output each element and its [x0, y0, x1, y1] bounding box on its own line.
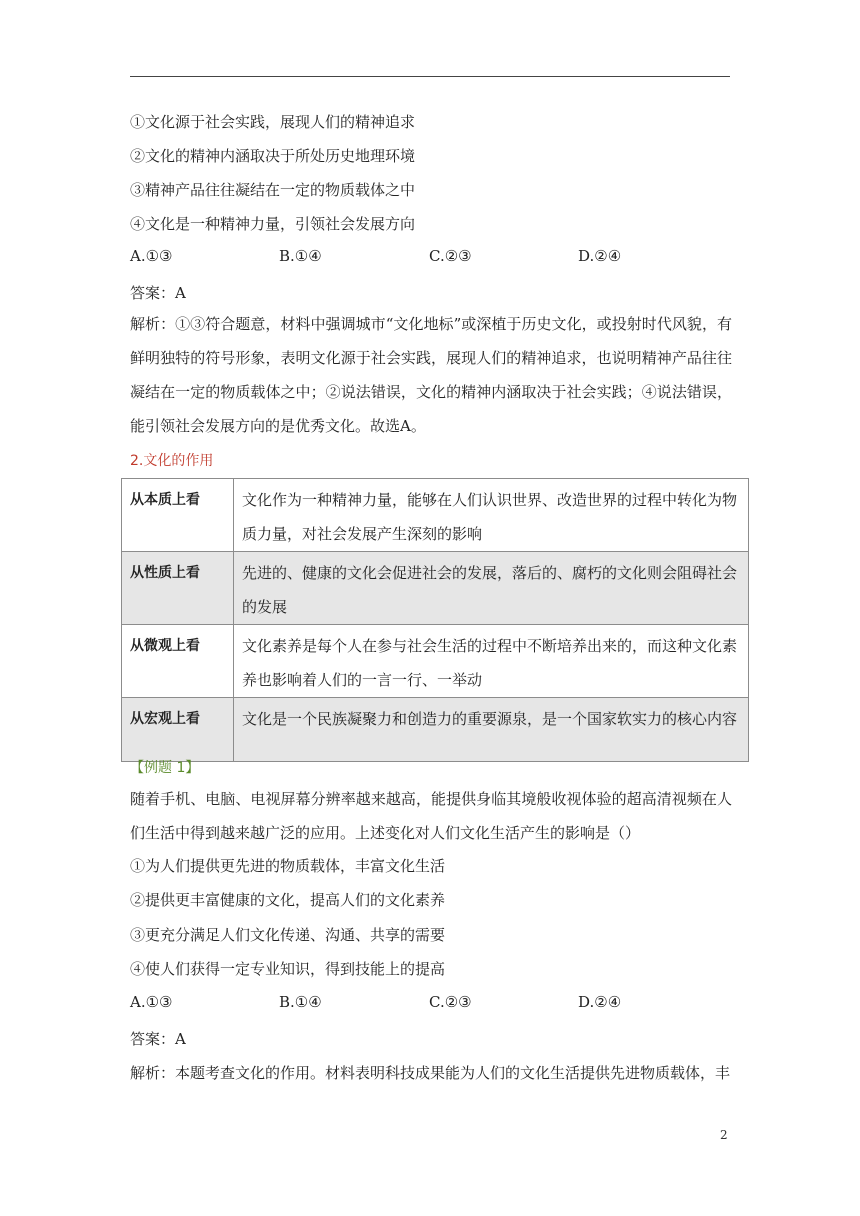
choice-c: C.②③	[429, 247, 472, 265]
table-row	[122, 625, 749, 698]
example-option-2: ②提供更丰富健康的文化，提高人们的文化素养	[130, 891, 446, 909]
example-analysis: 解析：本题考查文化的作用。材料表明科技成果能为人们的文化生活提供先进物质载体，丰	[130, 1064, 731, 1082]
example-label: 【例题 1】	[130, 760, 200, 776]
row-value: 先进的、健康的文化会促进社会的发展，落后的、腐朽的文化则会阻碍社会的发展	[234, 552, 749, 625]
example-option-4: ④使人们获得一定专业知识，得到技能上的提高	[130, 960, 446, 978]
culture-role-table	[121, 478, 749, 762]
answer: 答案：A	[130, 284, 186, 302]
section-heading: 2.文化的作用	[130, 453, 214, 469]
option-1: ①文化源于社会实践，展现人们的精神追求	[130, 113, 416, 131]
choice-a: A.①③	[130, 247, 173, 265]
page-number: 2	[720, 1128, 728, 1142]
example-answer-choices	[130, 993, 730, 1015]
analysis-paragraph: 解析：①③符合题意，材料中强调城市“文化地标”或深植于历史文化，或投射时代风貌，有鲜明独特的符号形象，表明文化源于社会实践，展现人们的精神追求，也说明精神产品往往凝结在一定的物质载体之中；②说法错误，文化的精神内涵取决于社会实践；④说法错误，能引领社会发展方向的是优秀文化。故选A。	[130, 315, 732, 435]
example-option-3: ③更充分满足人们文化传递、沟通、共享的需要	[130, 926, 446, 944]
choice-a: A.①③	[130, 993, 173, 1011]
header-rule	[130, 76, 730, 77]
option-2: ②文化的精神内涵取决于所处历史地理环境	[130, 147, 416, 165]
row-value: 文化作为一种精神力量，能够在人们认识世界、改造世界的过程中转化为物质力量，对社会发展产生深刻的影响	[234, 479, 749, 552]
choice-d: D.②④	[578, 993, 622, 1011]
row-value: 文化素养是每个人在参与社会生活的过程中不断培养出来的，而这种文化素养也影响着人们的一言一行、一举动	[234, 625, 749, 698]
row-value: 文化是一个民族凝聚力和创造力的重要源泉，是一个国家软实力的核心内容	[234, 698, 749, 762]
choice-d: D.②④	[578, 247, 622, 265]
row-key: 从性质上看	[122, 552, 234, 625]
row-key: 从本质上看	[122, 479, 234, 552]
example-question: 随着手机、电脑、电视屏幕分辨率越来越高，能提供身临其境般收视体验的超高清视频在人们生活中得到越来越广泛的应用。上述变化对人们文化生活产生的影响是（）	[130, 790, 732, 842]
choice-b: B.①④	[279, 247, 322, 265]
choice-b: B.①④	[279, 993, 322, 1011]
table-row	[122, 698, 749, 762]
table-row	[122, 479, 749, 552]
example-answer: 答案：A	[130, 1030, 186, 1048]
example-option-1: ①为人们提供更先进的物质载体，丰富文化生活	[130, 857, 446, 875]
option-4: ④文化是一种精神力量，引领社会发展方向	[130, 215, 416, 233]
answer-choices	[130, 247, 730, 269]
row-key: 从微观上看	[122, 625, 234, 698]
table-row	[122, 552, 749, 625]
choice-c: C.②③	[429, 993, 472, 1011]
option-3: ③精神产品往往凝结在一定的物质载体之中	[130, 181, 416, 199]
row-key: 从宏观上看	[122, 698, 234, 762]
